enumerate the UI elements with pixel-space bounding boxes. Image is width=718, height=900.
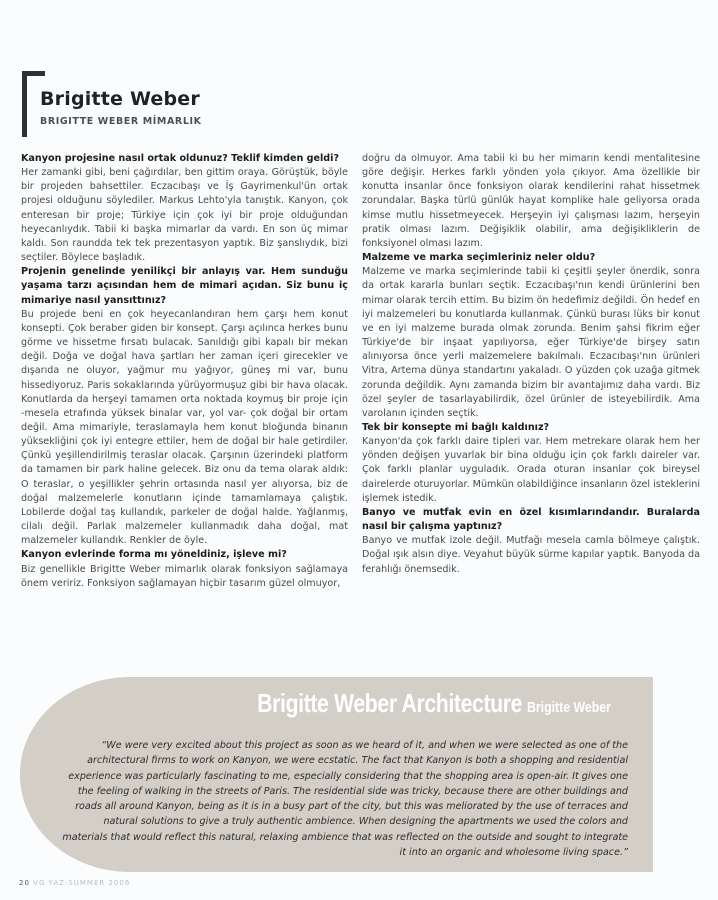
page-subtitle: BRIGITTE WEBER MİMARLIK — [40, 116, 202, 127]
answer: doğru da olmuyor. Ama tabii ki bu her mimarın kendi mentalitesine göre değişir. Herkes farklı yönden yola çıkıyor. Ama özellikle bir konutta insanlar önce fonksiyon olarak kendilerini rahat hissetmek zorundalar. Başka türlü günlük hayat komplike hale geliyorsa orada kimse mutlu hissetmeyecek. Herşeyin iyi çalışması lazım, herşeyin pratik olması lazım. Değişiklik olabilir, ama değişikliklerin de fonksiyonel olması lazım. — [362, 153, 700, 249]
title-bracket-top — [22, 71, 45, 76]
answer: Bu projede beni en çok heyecanlandıran hem çarşı hem konut konsepti. Çok beraber giden bir konsept. Çarşı açılınca herkes bunu görme ve hissetme fırsatı bulacak. Sanıldığı gibi kapalı bir mekan değil. Doğa ve doğal hava şartları her zaman içeri girecekler ve dışarıda ne oluyor, yağmur mu yağıyor, güneş mi var, bunu hissediyoruz. Paris sokaklarında yürüyormuşuz gibi bir hava olacak. Konutlarda da herşeyi tamamen orta noktada koymuş bir proje için -mesela etrafında yüksek binalar var, yol var- çok doğal bir ortam değil. Ama mimariyle, teraslamayla hem konut bloğunda binanın yüksekliğini çok iyi entegre ettiler, hem de doğal bir hale getirdiler. Çünkü yeşillendirilmiş teraslar olacak. Çarşının üzerindeki platform da tamamen bir park haline gelecek. Biz onu da tema olarak aldık: O teraslar, o yeşillikler şehrin ortasında nasıl yer alıyorsa, biz de doğal malzemelerle konutların içinde tamamlamaya çalıştık. Lobilerde doğal taş kullandık, parkeler de doğal halde. Yağlanmış, cilalı değil. Parlak malzemeler kullanmadık daha doğal, mat malzemeler kullandık. Renkler de öyle. — [21, 308, 348, 547]
pull-quote-byline: Brigitte Weber — [526, 699, 611, 716]
page-title: Brigitte Weber — [40, 88, 200, 110]
answer: Kanyon'da çok farklı daire tipleri var. Hem metrekare olarak hem her yönden değişen yuvarlak bir bina olduğu için çok farklı daireler var. Çok farklı planlar uyguladık. Orada oturan insanlar çok bireysel dairelerde oturuyorlar. Mümkün olabildiğince insanların özel isteklerini işlemek istedik. — [362, 436, 700, 504]
article-column-left — [21, 152, 348, 591]
title-bracket-icon — [22, 71, 27, 137]
answer: Malzeme ve marka seçimlerinde tabii ki çeşitli şeyler önerdik, sonra da ortak kararla bunları seçtik. Eczacıbaşı'nın kendi ürünlerini ben mimar olarak tercih ettim. Bu bizim ön hedefimiz değildi. Ön hedef en iyi malzemeleri bu konutlarda kullanmak. Çünkü burası lüks bir konut ve en iyi malzeme burada olmak zorunda. Benim şahsi fikrim eğer Türkiye'de bir inşaat yapılıyorsa, eğer Türkiye'de birşey satın alınıyorsa önce yerli malzemelere bakılmalı. Eczacıbaşı'nın ürünleri Vitra, Artema dünya standartını yakaladı. O yüzden çok uzağa gitmek zorunda değildik. Aynı zamanda bizim bir avantajımız daha vardı. Biz özel şeyler de tasarlayabilirdik, özel ürünler de isteyebilirdik. Ama varolanın içinden seçtik. — [362, 266, 700, 419]
answer: Her zamanki gibi, beni çağırdılar, ben gittim oraya. Görüştük, böyle bir projeden bahsettiler. Eczacıbaşı ve İş Gayrimenkul'ün ortak projesi olduğunu söylediler. Markus Lehto'yla tanıştık. Kanyon, çok enteresan bir proje; Türkiye için çok iyi bir proje olduğundan heyecanlıydık. Tabii ki başka mimarlar da vardı. En son üç mimar kaldı. Son raundda tek tek prezentasyon yaptık. Biz şanslıydık, bizi seçtiler. Böylece başladık. — [21, 167, 348, 264]
question: Malzeme ve marka seçimleriniz neler oldu? — [362, 252, 596, 264]
pull-quote-heading — [199, 688, 629, 719]
pull-quote-box — [20, 677, 653, 872]
question: Kanyon evlerinde forma mı yöneldiniz, işleve mi? — [21, 549, 287, 561]
question: Banyo ve mutfak evin en özel kısımlarındandır. Buralarda nasıl bir çalışma yaptınız? — [362, 506, 700, 533]
pull-quote-text: “We were very excited about this project as soon as we heard of it, and when we were selected as one of the architectural firms to work on Kanyon, we were ecstatic. The fact that Kanyon is both a shopping and residential experience was particularly fascinating to me, especially considering that the shopping area is open-air. It gives one the feeling of walking in the streets of Paris. The residential side was tricky, because there are other buildings and roads all around Kanyon, being as it is in a busy part of the city, but this was meliorated by the use of terraces and natural solutions to give a truly authentic ambience. When designing the apartments we used the colors and materials that would reflect this natural, relaxing ambience that was reflected on the outside and sought to integrate it into an organic and wholesome living space.” — [62, 740, 628, 859]
question: Projenin genelinde yenilikçi bir anlayış var. Hem sunduğu yaşama tarzı açısından hem de mimari açıdan. Siz bunu iç mimariye nasıl yansıttınız? — [21, 266, 348, 306]
publication-name: VG YAZ-SUMMER 2006 — [33, 879, 131, 887]
page-number: 20 — [19, 879, 30, 887]
question: Tek bir konsepte mi bağlı kaldınız? — [362, 421, 550, 433]
pull-quote-title: Brigitte Weber Architecture — [256, 688, 522, 718]
answer: Biz genellikle Brigitte Weber mimarlık olarak fonksiyon sağlamaya önem veririz. Fonksiyon sağlamayan hiçbir tasarım güzel olmuyor, — [21, 563, 348, 589]
question: Kanyon projesine nasıl ortak oldunuz? Teklif kimden geldi? — [21, 153, 340, 164]
article-column-right — [362, 152, 700, 577]
page-footer — [19, 879, 130, 887]
answer: Banyo ve mutfak izole değil. Mutfağı mesela camla bölmeye çalıştık. Doğal ışık alsın diye. Veyahut büyük sürme kapılar yaptık. Banyoda da ferahlığı önemsedik. — [362, 535, 700, 575]
